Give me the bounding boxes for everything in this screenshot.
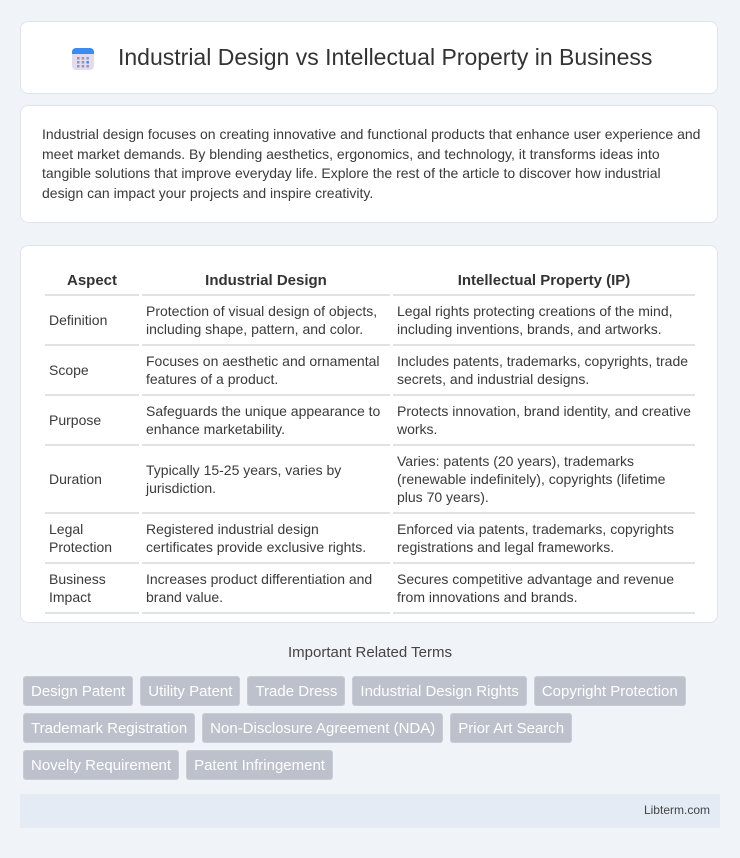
title-card	[20, 21, 718, 94]
tag-prior-art-search[interactable]: Prior Art Search	[450, 713, 572, 743]
design-cell: Protection of visual design of objects, including shape, pattern, and color.	[142, 296, 390, 346]
table-row	[45, 446, 695, 514]
design-cell: Registered industrial design certificates provide exclusive rights.	[142, 514, 390, 564]
page-title: Industrial Design vs Intellectual Property in Business	[118, 44, 653, 70]
header-aspect: Aspect	[45, 266, 139, 296]
footer-site-label: Libterm.com	[643, 803, 710, 817]
tag-copyright-protection[interactable]: Copyright Protection	[534, 676, 686, 706]
aspect-cell: Scope	[45, 346, 139, 396]
tag-patent-infringement[interactable]: Patent Infringement	[186, 750, 333, 780]
tag-utility-patent[interactable]: Utility Patent	[140, 676, 240, 706]
comparison-card	[20, 245, 718, 623]
comparison-table	[42, 266, 698, 614]
header-intellectual-property: Intellectual Property (IP)	[393, 266, 695, 296]
tag-industrial-design-rights[interactable]: Industrial Design Rights	[352, 676, 526, 706]
table-row	[45, 514, 695, 564]
related-terms-list	[23, 676, 723, 780]
ip-cell: Legal rights protecting creations of the mind, including inventions, brands, and artworks.	[393, 296, 695, 346]
design-cell: Focuses on aesthetic and ornamental features of a product.	[142, 346, 390, 396]
ip-cell: Enforced via patents, trademarks, copyrights registrations and legal frameworks.	[393, 514, 695, 564]
ip-cell: Includes patents, trademarks, copyrights, trade secrets, and industrial designs.	[393, 346, 695, 396]
aspect-cell: Duration	[45, 446, 139, 514]
intro-card	[20, 105, 718, 223]
table-row	[45, 396, 695, 446]
design-cell: Increases product differentiation and brand value.	[142, 564, 390, 614]
tag-trademark-registration[interactable]: Trademark Registration	[23, 713, 195, 743]
design-cell: Typically 15-25 years, varies by jurisdiction.	[142, 446, 390, 514]
tag-nda[interactable]: Non-Disclosure Agreement (NDA)	[202, 713, 443, 743]
table-row	[45, 346, 695, 396]
ip-cell: Protects innovation, brand identity, and creative works.	[393, 396, 695, 446]
aspect-cell: Business Impact	[45, 564, 139, 614]
footer	[20, 794, 720, 828]
aspect-cell: Definition	[45, 296, 139, 346]
tag-design-patent[interactable]: Design Patent	[23, 676, 133, 706]
calendar-grid-icon	[72, 47, 94, 71]
design-cell: Safeguards the unique appearance to enhance marketability.	[142, 396, 390, 446]
intro-paragraph: Industrial design focuses on creating innovative and functional products that enhance user experience and meet market demands. By blending aesthetics, ergonomics, and technology, it transforms ideas into tangible solutions that improve everyday life. Explore the rest of the article to discover how industrial design can impact your projects and inspire creativity.	[42, 126, 701, 201]
ip-cell: Secures competitive advantage and revenue from innovations and brands.	[393, 564, 695, 614]
aspect-cell: Legal Protection	[45, 514, 139, 564]
related-terms-heading: Important Related Terms	[288, 644, 452, 661]
ip-cell: Varies: patents (20 years), trademarks (renewable indefinitely), copyrights (lifetime plus 70 years).	[393, 446, 695, 514]
table-row	[45, 564, 695, 614]
table-header-row	[45, 266, 695, 296]
tag-trade-dress[interactable]: Trade Dress	[247, 676, 345, 706]
header-industrial-design: Industrial Design	[142, 266, 390, 296]
tag-novelty-requirement[interactable]: Novelty Requirement	[23, 750, 179, 780]
table-row	[45, 296, 695, 346]
aspect-cell: Purpose	[45, 396, 139, 446]
